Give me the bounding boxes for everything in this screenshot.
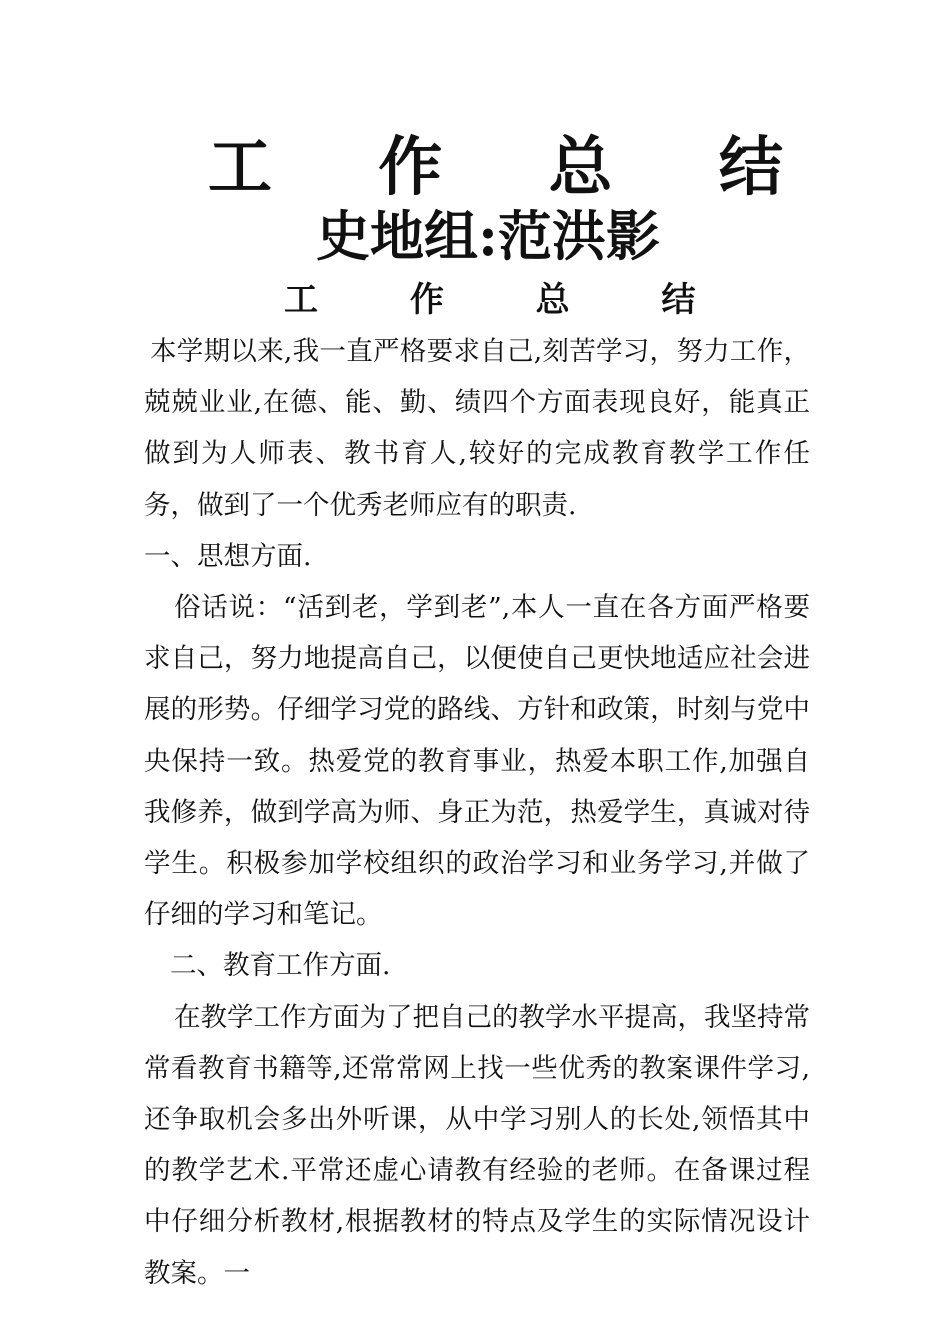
teaching-paragraph: 在教学工作方面为了把自己的教学水平提高，我坚持常常看教育书籍等,还常常网上找一些优秀的教案课件学习,还争取机会多出外听课，从中学习别人的长处,领悟其中的教学艺术.平常还虚心请教有经验的老师。在备课过程中仔细分析教材,根据教材的特点及学生的实际情况设计教案。一 [144, 1001, 810, 1289]
document-body [144, 326, 810, 1299]
section-heading-teaching: 二、教育工作方面. [170, 950, 391, 982]
author-line: 史地组:范洪影 [316, 204, 660, 268]
section-heading-thought: 一、思想方面. [144, 540, 312, 572]
intro-paragraph: 本学期以来,我一直严格要求自己,刻苦学习，努力工作，兢兢业业,在德、能、勤、绩四个方面表现良好，能真正做到为人师表、教书育人,较好的完成教育教学工作任务，做到了一个优秀老师应有的职责. [144, 336, 810, 521]
document-title: 工 作 总 结 [208, 130, 825, 205]
document-subtitle: 工 作 总 结 [284, 280, 736, 320]
thought-paragraph: 俗话说：“活到老，学到老”,本人一直在各方面严格要求自己，努力地提高自己，以便使自己更快地适应社会进展的形势。仔细学习党的路线、方针和政策，时刻与党中央保持一致。热爱党的教育事业，热爱本职工作,加强自我修养，做到学高为师、身正为范，热爱学生，真诚对待学生。积极参加学校组织的政治学习和业务学习,并做了仔细的学习和笔记。 [144, 592, 810, 931]
